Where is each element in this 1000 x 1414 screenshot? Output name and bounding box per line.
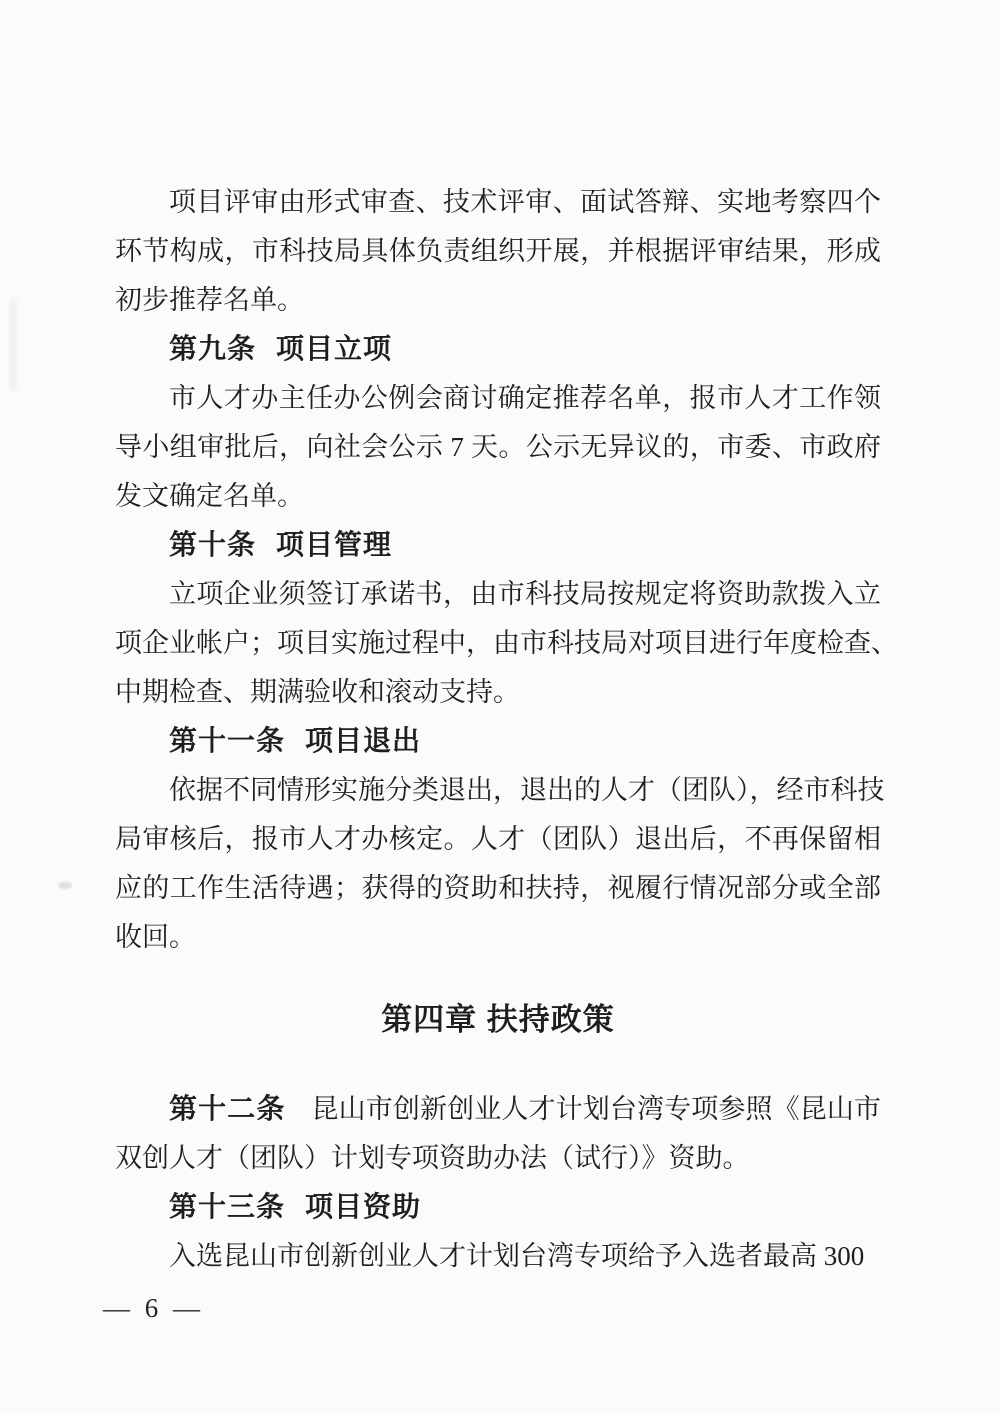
body-line: 双创人才（团队）计划专项资助办法（试行）》资助。	[115, 1143, 750, 1173]
body-line: 入选昆山市创新创业人才计划台湾专项给予入选者最高 300	[169, 1241, 865, 1271]
paragraph-project-approval	[115, 374, 881, 521]
body-line: 初步推荐名单。	[115, 285, 304, 315]
article-9-heading	[115, 325, 881, 374]
paragraph-project-review	[115, 178, 881, 325]
article-title: 项目管理	[276, 530, 393, 561]
paragraph-project-exit	[115, 766, 885, 962]
document-body	[115, 178, 898, 1281]
article-number: 第九条	[169, 334, 257, 365]
body-line: 市人才办主任办公例会商讨确定推荐名单，报市人才工作领	[169, 383, 881, 413]
body-line: 收回。	[115, 922, 196, 952]
paragraph-project-management	[115, 570, 898, 717]
article-title: 项目退出	[305, 726, 422, 757]
body-line: 环节构成，市科技局具体负责组织开展，并根据评审结果，形成	[115, 236, 881, 266]
body-line: 项企业帐户；项目实施过程中，由市科技局对项目进行年度检查、	[115, 628, 898, 658]
body-line	[115, 1085, 881, 1134]
article-number: 第十二条	[169, 1094, 286, 1125]
body-line: 发文确定名单。	[115, 481, 304, 511]
body-line: 项目评审由形式审查、技术评审、面试答辩、实地考察四个	[169, 187, 881, 217]
body-text: 昆山市创新创业人才计划台湾专项参照《昆山市	[311, 1094, 881, 1124]
article-13-heading	[115, 1183, 881, 1232]
body-line: 依据不同情形实施分类退出，退出的人才（团队），经市科技	[169, 775, 885, 805]
article-title: 项目立项	[276, 334, 393, 365]
body-line: 局审核后，报市人才办核定。人才（团队）退出后，不再保留相	[115, 824, 881, 854]
body-line: 立项企业须签订承诺书，由市科技局按规定将资助款拨入立	[169, 579, 881, 609]
body-line: 导小组审批后，向社会公示 7 天。公示无异议的，市委、市政府	[115, 432, 881, 462]
body-line: 中期检查、期满验收和滚动支持。	[115, 677, 520, 707]
body-line: 应的工作生活待遇；获得的资助和扶持，视履行情况部分或全部	[115, 873, 881, 903]
article-number: 第十条	[169, 530, 257, 561]
page-footer: — 6 —	[103, 1293, 204, 1323]
chapter-4-heading: 第四章 扶持政策	[381, 1002, 615, 1037]
paragraph-project-funding	[115, 1232, 881, 1281]
article-title: 项目资助	[305, 1192, 422, 1223]
article-number: 第十一条	[169, 726, 286, 757]
article-10-heading	[115, 521, 881, 570]
scan-speck	[10, 300, 16, 390]
paragraph-article-12	[115, 1085, 881, 1183]
article-11-heading	[115, 717, 881, 766]
article-number: 第十三条	[169, 1192, 286, 1223]
scan-speck	[58, 882, 72, 889]
